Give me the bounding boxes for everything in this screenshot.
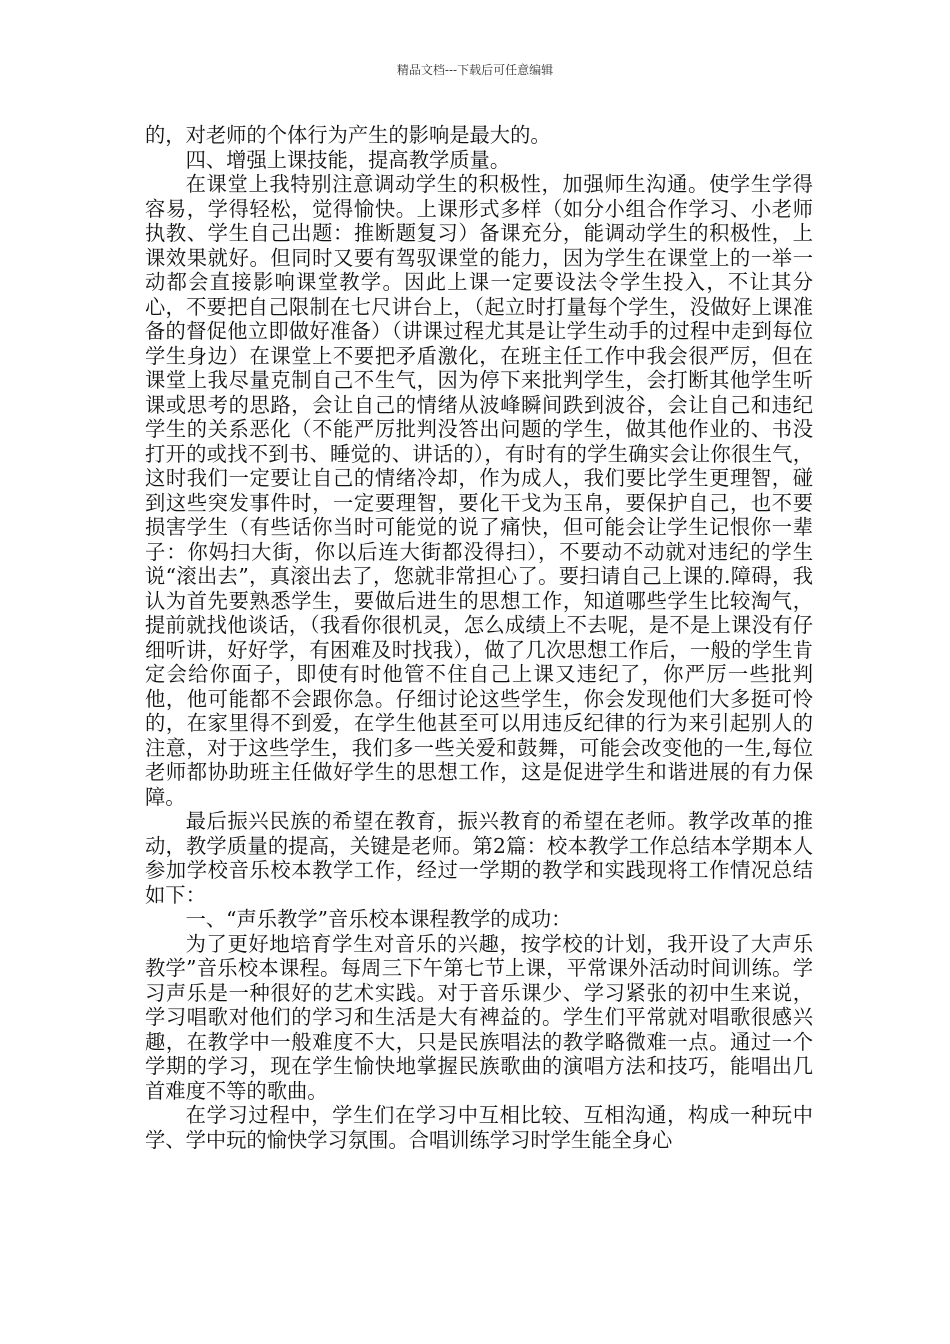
paragraph-conclusion: 最后振兴民族的希望在教育，振兴教育的希望在老师。教学改革的推动，教学质量的提高，关键是老师。第2篇：校本教学工作总结本学期本人参加学校音乐校本教学工作，经过一学期的教学和实践现将工作情况总结如下：	[145, 809, 813, 907]
paragraph-classroom: 在课堂上我特别注意调动学生的积极性，加强师生沟通。使学生学得容易，学得轻松，觉得愉快。上课形式多样（如分小组合作学习、小老师执教、学生自己出题：推断题复习）备课充分，能调动学生的积极性，上课效果就好。但同时又要有驾驭课堂的能力，因为学生在课堂上的一举一动都会直接影响课堂教学。因此上课一定要设法令学生投入，不让其分心，不要把自己限制在七尺讲台上，（起立时打量每个学生，没做好上课准备的督促他立即做好准备）（讲课过程尤其是让学生动手的过程中走到每位学生身边）在课堂上不要把矛盾激化，在班主任工作中我会很严厉，但在课堂上我尽量克制自己不生气，因为停下来批判学生，会打断其他学生听课或思考的思路，会让自己的情绪从波峰瞬间跌到波谷，会让自己和违纪学生的关系恶化（不能严厉批判没答出问题的学生，做其他作业的、书没打开的或找不到书、睡觉的、讲话的），有时有的学生确实会让你很生气，这时我们一定要让自己的情绪冷却，作为成人，我们要比学生更理智，碰到这些突发事件时，一定要理智，要化干戈为玉帛，要保护自己，也不要损害学生（有些话你当时可能觉的说了痛快，但可能会让学生记恨你一辈子：你妈扫大街，你以后连大街都没得扫），不要动不动就对违纪的学生说“滚出去”，真滚出去了，您就非常担心了。要扫请自己上课的.障碍，我认为首先要熟悉学生，要做后进生的思想工作，知道哪些学生比较淘气，提前就找他谈话，（我看你很机灵，怎么成绩上不去呢，是不是上课没有仔细听讲，好好学，有困难及时找我），做了几次思想工作后，一般的学生肯定会给你面子，即使有时他管不住自己上课又违纪了，你严厉一些批判他，他可能都不会跟你急。仔细讨论这些学生，你会发现他们大多挺可怜的，在家里得不到爱，在学生他甚至可以用违反纪律的行为来引起别人的注意，对于这些学生，我们多一些关爱和鼓舞，可能会改变他的一生,每位老师都协助班主任做好学生的思想工作，这是促进学生和谐进展的有力保障。	[145, 172, 813, 809]
document-body	[145, 123, 813, 1152]
section-heading-1: 一、“声乐教学”音乐校本课程教学的成功：	[185, 907, 572, 931]
paragraph-learning-process: 在学习过程中，学生们在学习中互相比较、互相沟通，构成一种玩中学、学中玩的愉快学习氛围。合唱训练学习时学生能全身心	[145, 1103, 813, 1152]
page-header: 精品文档---下载后可任意编辑	[396, 63, 554, 77]
section-heading-4: 四、增强上课技能，提高教学质量。	[185, 147, 511, 172]
paragraph-1: 的，对老师的个体行为产生的影响是最大的。	[145, 123, 551, 147]
paragraph-vocal-course: 为了更好地培育学生对音乐的兴趣，按学校的计划，我开设了大声乐教学”音乐校本课程。每周三下午第七节上课，平常课外活动时间训练。学习声乐是一种很好的艺术实践。对于音乐课少、学习紧张的初中生来说，学习唱歌对他们的学习和生活是大有裨益的。学生们平常就对唱歌很感兴趣，在教学中一般难度不大，只是民族唱法的教学略微难一点。通过一个学期的学习，现在学生愉快地掌握民族歌曲的演唱方法和技巧，能唱出几首难度不等的歌曲。	[145, 931, 813, 1103]
